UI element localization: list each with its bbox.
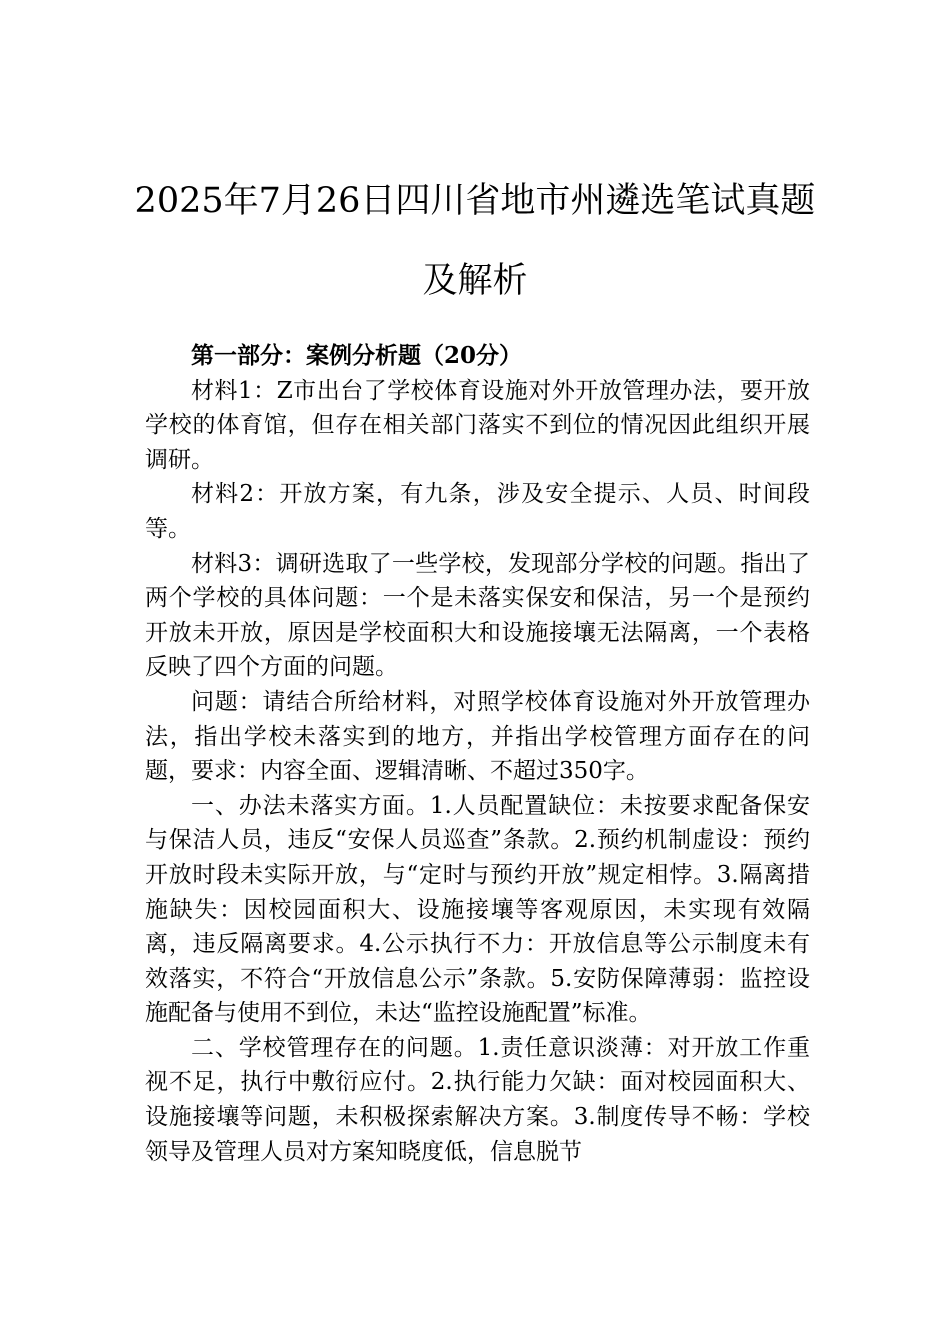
paragraph-question: 问题：请结合所给材料，对照学校体育设施对外开放管理办法，指出学校未落实到的地方，并指出学校管理方面存在的问题，要求：内容全面、逻辑清晰、不超过350字。 [145,688,810,785]
document-body [145,339,810,1169]
document-title: 2025年7月26日四川省地市州遴选笔试真题及解析 [134,181,816,301]
paragraph-material-3: 材料3：调研选取了一些学校，发现部分学校的问题。指出了两个学校的具体问题：一个是未落实保安和保洁，另一个是预约开放未开放，原因是学校面积大和设施接壤无法隔离，一个表格反映了四个方面的问题。 [145,550,810,681]
section-heading: 第一部分：案例分析题（20分） [191,342,523,369]
paragraph-answer-part-1: 一、办法未落实方面。1.人员配置缺位：未按要求配备保安与保洁人员，违反“安保人员巡查”条款。2.预约机制虚设：预约开放时段未实际开放，与“定时与预约开放”规定相悖。3.隔离措施缺失：因校园面积大、设施接壤等客观原因，未实现有效隔离，违反隔离要求。4.公示执行不力：开放信息等公示制度未有效落实，不符合“开放信息公示”条款。5.安防保障薄弱：监控设施配备与使用不到位，未达“监控设施配置”标准。 [145,792,810,1027]
paragraph-material-1: 材料1：Z市出台了学校体育设施对外开放管理办法，要开放学校的体育馆，但存在相关部门落实不到位的情况因此组织开展调研。 [145,377,810,473]
paragraph-material-2: 材料2：开放方案，有九条，涉及安全提示、人员、时间段等。 [145,481,810,542]
paragraph-answer-part-2: 二、学校管理存在的问题。1.责任意识淡薄：对开放工作重视不足，执行中敷衍应付。2.执行能力欠缺：面对校园面积大、设施接壤等问题，未积极探索解决方案。3.制度传导不畅：学校领导及管理人员对方案知晓度低，信息脱节 [145,1034,810,1165]
